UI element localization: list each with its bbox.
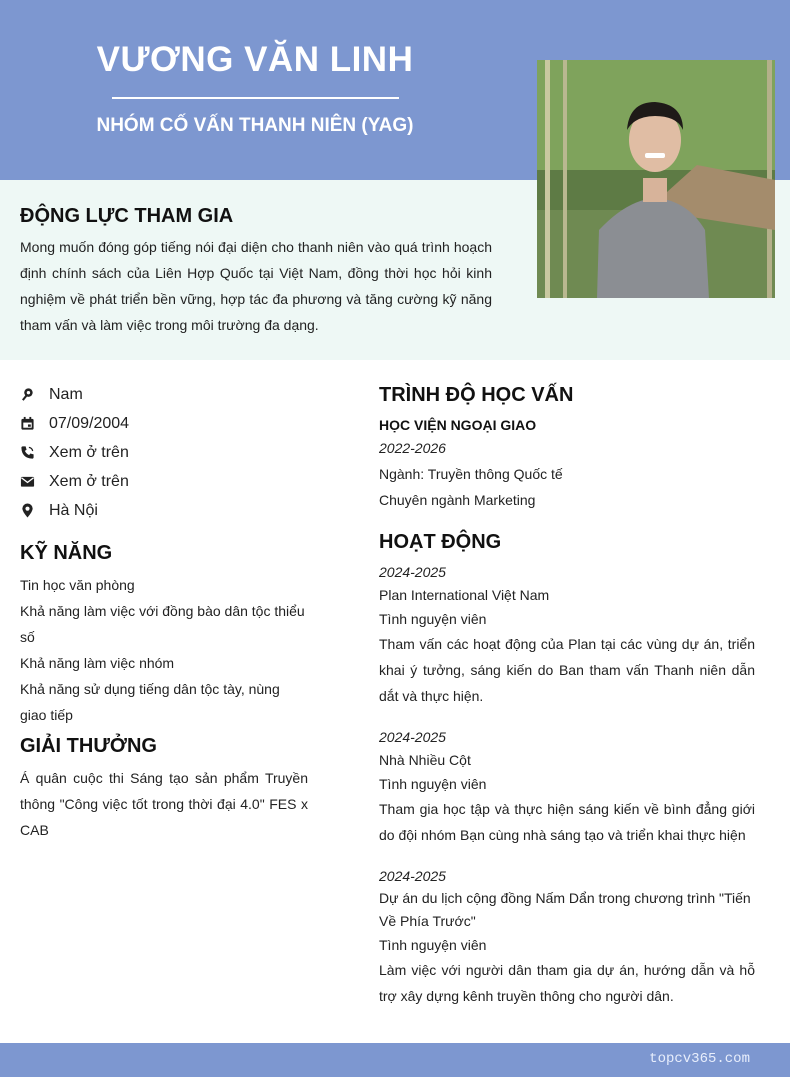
- activity-desc: Tham gia học tập và thực hiện sáng kiến về bình đẳng giới do đội nhóm Bạn cùng nhà sáng tạo và triển khai thực hiện: [379, 801, 755, 843]
- skill-item: Tin học văn phòng: [20, 577, 135, 593]
- contact-info: [20, 380, 320, 525]
- education-major: Ngành: Truyền thông Quốc tế: [379, 466, 563, 482]
- awards-text: Á quân cuộc thi Sáng tạo sản phẩm Truyền thông "Công việc tốt trong thời đại 4.0" FES x CAB: [20, 770, 308, 838]
- candidate-name: VƯƠNG VĂN LINH: [96, 40, 414, 79]
- profile-photo: [537, 60, 775, 298]
- location-row: [20, 496, 320, 525]
- education-specialization: Chuyên ngành Marketing: [379, 492, 536, 508]
- education-years: 2022-2026: [379, 440, 446, 456]
- map-pin-icon: [20, 503, 35, 518]
- skill-item: Khả năng làm việc nhóm: [20, 655, 175, 671]
- birthday-value: 07/09/2004: [49, 414, 130, 432]
- calendar-icon: [20, 416, 35, 431]
- phone-row: [20, 438, 320, 467]
- activity-org: Plan International Việt Nam: [379, 587, 550, 603]
- motivation-title: ĐỘNG LỰC THAM GIA: [20, 205, 234, 227]
- skills-title: KỸ NĂNG: [20, 542, 113, 564]
- activity-org: Dự án du lịch cộng đồng Nấm Dẩn trong chương trình "Tiến Về Phía Trước": [379, 890, 751, 929]
- activity-years: 2024-2025: [379, 564, 446, 580]
- skills-list: [20, 572, 310, 728]
- motivation-text: Mong muốn đóng góp tiếng nói đại diện cho thanh niên vào quá trình hoạch định chính sách của Liên Hợp Quốc tại Việt Nam, đồng thời học hỏi kinh nghiệm về phát triển bền vững, hợp tác đa phương và tăng cường kỹ năng tham vấn và làm việc trong môi trường đa dạng.: [20, 239, 492, 333]
- activities-title: HOẠT ĐỘNG: [379, 531, 502, 553]
- activity-role: Tình nguyện viên: [379, 937, 487, 953]
- name-divider: [112, 97, 399, 99]
- activity-org: Nhà Nhiều Cột: [379, 752, 471, 768]
- skill-item: Khả năng làm việc với đồng bào dân tộc thiểu số: [20, 603, 305, 645]
- activity-desc: Tham vấn các hoạt động của Plan tại các vùng dự án, triển khai ý tưởng, sáng kiến do Ban tham vấn Thanh niên dẫn dắt và thực hiện.: [379, 636, 755, 704]
- activity-years: 2024-2025: [379, 868, 446, 884]
- activity-item: [379, 726, 755, 848]
- activity-desc: Làm việc với người dân tham gia dự án, hướng dẫn và hỗ trợ xây dựng kênh truyền thông cho người dân.: [379, 962, 755, 1004]
- activity-years: 2024-2025: [379, 729, 446, 745]
- activity-role: Tình nguyện viên: [379, 611, 487, 627]
- activity-role: Tình nguyện viên: [379, 776, 487, 792]
- email-value: Xem ở trên: [49, 472, 129, 490]
- location-value: Hà Nội: [49, 501, 98, 519]
- awards-title: GIẢI THƯỞNG: [20, 735, 157, 757]
- phone-icon: [20, 445, 35, 460]
- gender-row: [20, 380, 320, 409]
- birthday-row: [20, 409, 320, 438]
- skill-item: Khả năng sử dụng tiếng dân tộc tày, nùng giao tiếp: [20, 681, 280, 723]
- position-title: NHÓM CỐ VẤN THANH NIÊN (YAG): [96, 115, 414, 136]
- gender-icon: [20, 387, 35, 402]
- email-row: [20, 467, 320, 496]
- activity-item: [379, 865, 755, 1009]
- gender-value: Nam: [49, 385, 83, 403]
- education-title: TRÌNH ĐỘ HỌC VẤN: [379, 384, 574, 406]
- education-block: [379, 415, 759, 513]
- footer-band: [0, 1043, 790, 1077]
- footer-watermark: topcv365.com: [649, 1051, 750, 1067]
- school-name: HỌC VIỆN NGOẠI GIAO: [379, 417, 537, 433]
- envelope-icon: [20, 474, 35, 489]
- activity-item: [379, 561, 755, 709]
- phone-value: Xem ở trên: [49, 443, 129, 461]
